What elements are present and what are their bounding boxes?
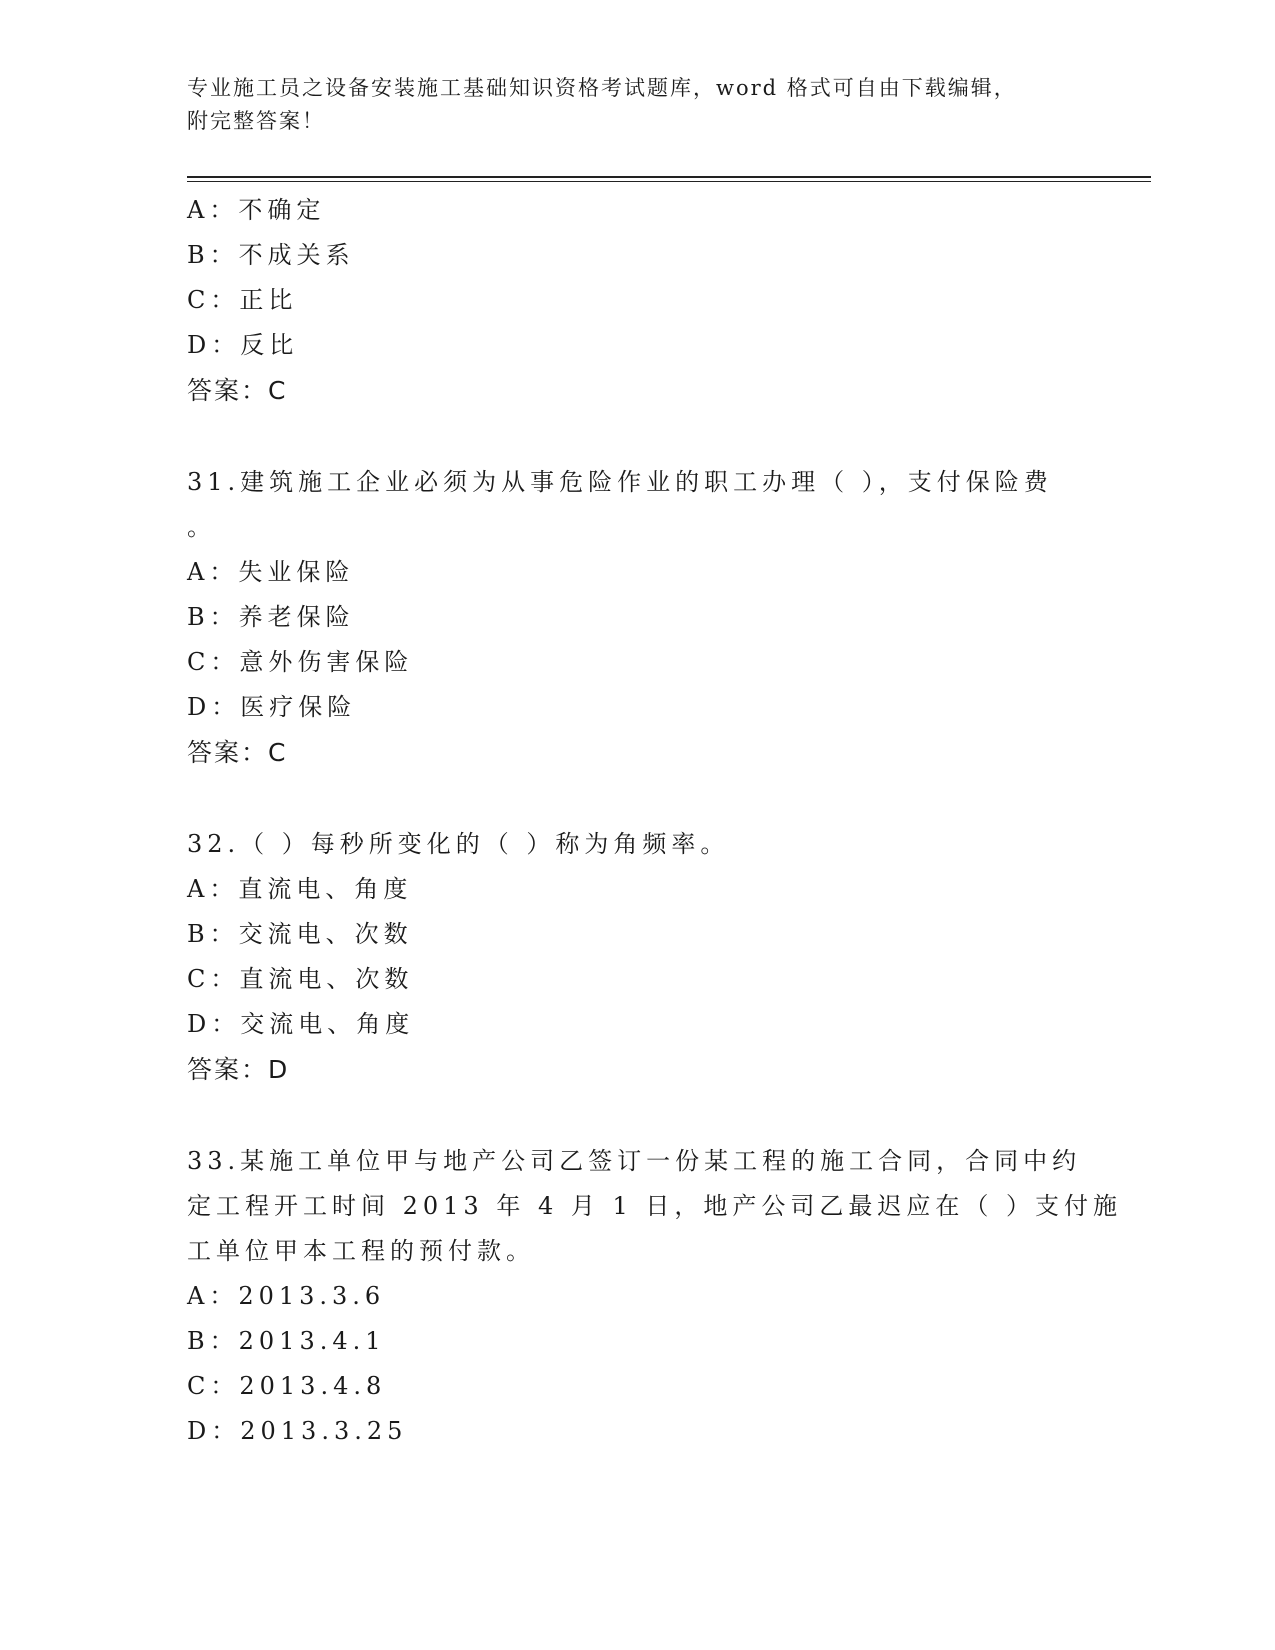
question-32 — [187, 822, 1087, 1092]
question-stem-line-1: 33.某施工单位甲与地产公司乙签订一份某工程的施工合同，合同中约 — [187, 1147, 1082, 1175]
header-divider-bottom — [187, 181, 1151, 182]
option-c: C：直流电、次数 — [187, 965, 414, 993]
option-d: D：反比 — [187, 331, 299, 359]
option-d: D：交流电、角度 — [187, 1010, 415, 1038]
option-a: A：失业保险 — [187, 558, 355, 586]
header-divider-top — [187, 176, 1151, 178]
answer-line: 答案：C — [187, 376, 288, 405]
option-d: D：2013.3.25 — [187, 1417, 408, 1445]
spacer — [187, 775, 1087, 822]
question-stem-line-2: 定工程开工时间 2013 年 4 月 1 日，地产公司乙最迟应在（ ）支付施 — [187, 1192, 1123, 1220]
option-b: B：交流电、次数 — [187, 920, 413, 948]
option-c: C：正比 — [187, 286, 298, 314]
option-b: B：养老保险 — [187, 603, 355, 631]
answer-line: 答案：D — [187, 1055, 290, 1084]
option-c: C：意外伤害保险 — [187, 648, 414, 676]
option-b: B：2013.4.1 — [187, 1327, 386, 1355]
option-a: A：直流电、角度 — [187, 875, 413, 903]
question-stem: 32.（ ）每秒所变化的（ ）称为角频率。 — [187, 830, 730, 858]
question-list — [187, 188, 1123, 1454]
answer-line: 答案：C — [187, 738, 288, 767]
spacer — [187, 413, 1087, 460]
header-line-2: 附完整答案！ — [187, 109, 325, 133]
option-a: A：2013.3.6 — [187, 1282, 386, 1310]
question-stem-line-2: 。 — [187, 513, 216, 541]
document-header — [187, 72, 1067, 138]
question-stem-line-3: 工单位甲本工程的预付款。 — [187, 1237, 535, 1265]
option-b: B：不成关系 — [187, 241, 355, 269]
spacer — [187, 1092, 1087, 1139]
question-30 — [187, 188, 1087, 413]
question-31 — [187, 460, 1087, 775]
option-d: D：医疗保险 — [187, 693, 357, 721]
question-33 — [187, 1139, 1123, 1454]
option-c: C：2013.4.8 — [187, 1372, 387, 1400]
question-stem-line-1: 31.建筑施工企业必须为从事危险作业的职工办理（ ），支付保险费 — [187, 468, 1053, 496]
option-a: A：不确定 — [187, 196, 326, 224]
header-line-1: 专业施工员之设备安装施工基础知识资格考试题库，word 格式可自由下载编辑， — [187, 76, 1017, 100]
